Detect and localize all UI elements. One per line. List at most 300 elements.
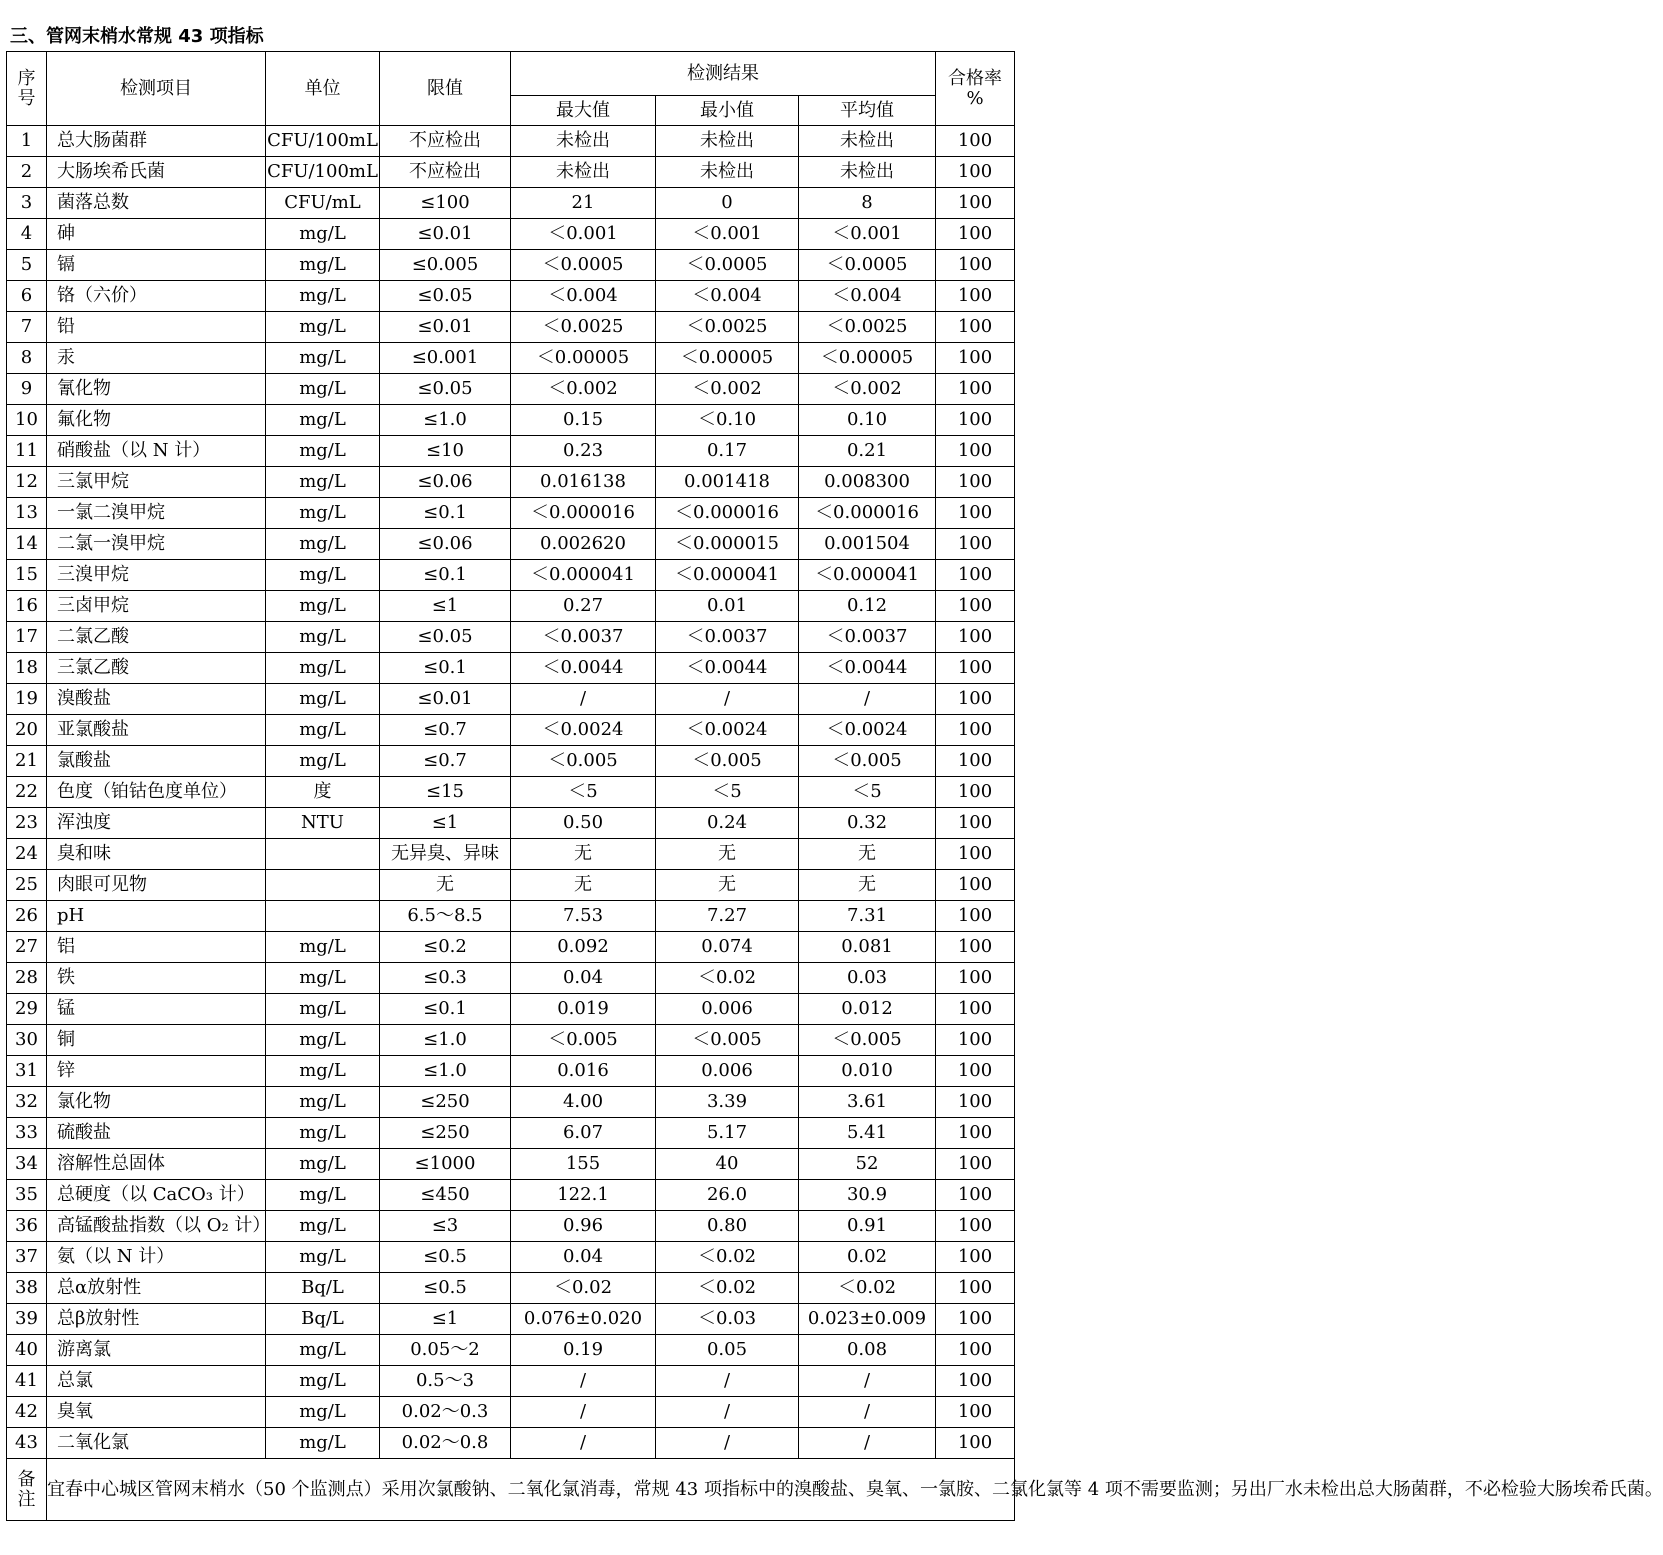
cell-unit: mg/L [266,467,380,498]
cell-pass-rate: 100 [936,560,1015,591]
cell-item-name: pH [47,901,266,932]
cell-max: ＜0.02 [511,1273,656,1304]
cell-avg: / [799,1397,936,1428]
cell-pass-rate: 100 [936,1397,1015,1428]
table-row [7,932,1015,963]
note-row [7,1459,1015,1521]
cell-min: 0.17 [656,436,799,467]
note-text: 宜春中心城区管网末梢水（50 个监测点）采用次氯酸钠、二氧化氯消毒，常规 43 项指标中的溴酸盐、臭氧、一氯胺、二氯化氯等 4 项不需要监测；另出厂水未检出总大肠菌群，不必检验大肠埃希氏菌。 [47,1459,1015,1521]
header-seq-label: 序号 [17,67,36,109]
cell-avg: 0.001504 [799,529,936,560]
cell-max: 0.04 [511,963,656,994]
cell-unit: mg/L [266,622,380,653]
cell-pass-rate: 100 [936,591,1015,622]
cell-no: 20 [7,715,47,746]
cell-item-name: 肉眼可见物 [47,870,266,901]
cell-limit: ≤1.0 [380,405,511,436]
table-row [7,1335,1015,1366]
cell-no: 9 [7,374,47,405]
cell-min: ＜0.000041 [656,560,799,591]
cell-avg: ＜0.00005 [799,343,936,374]
table-row [7,1087,1015,1118]
cell-avg: 未检出 [799,157,936,188]
table-row [7,684,1015,715]
cell-min: 0.001418 [656,467,799,498]
cell-limit: ≤0.001 [380,343,511,374]
cell-min: ＜0.0024 [656,715,799,746]
cell-limit: ≤0.7 [380,746,511,777]
table-row [7,901,1015,932]
cell-avg: ＜0.0037 [799,622,936,653]
table-row [7,715,1015,746]
cell-limit: 不应检出 [380,157,511,188]
cell-avg: 0.081 [799,932,936,963]
cell-limit: ≤0.005 [380,250,511,281]
cell-pass-rate: 100 [936,405,1015,436]
cell-avg: ＜0.0025 [799,312,936,343]
cell-pass-rate: 100 [936,932,1015,963]
cell-item-name: 总α放射性 [47,1273,266,1304]
cell-max: 21 [511,188,656,219]
header-min: 最小值 [656,96,799,126]
cell-item-name: 铅 [47,312,266,343]
cell-max: 0.50 [511,808,656,839]
cell-max: ＜0.000041 [511,560,656,591]
cell-max: / [511,1428,656,1459]
cell-max: / [511,684,656,715]
cell-min: ＜0.000016 [656,498,799,529]
cell-min: 未检出 [656,157,799,188]
cell-avg: 0.12 [799,591,936,622]
cell-no: 19 [7,684,47,715]
cell-pass-rate: 100 [936,188,1015,219]
cell-max: 0.019 [511,994,656,1025]
cell-pass-rate: 100 [936,219,1015,250]
cell-item-name: 铁 [47,963,266,994]
table-row [7,126,1015,157]
cell-max: ＜0.00005 [511,343,656,374]
cell-unit: NTU [266,808,380,839]
table-row [7,870,1015,901]
cell-item-name: 菌落总数 [47,188,266,219]
cell-limit: ≤10 [380,436,511,467]
cell-pass-rate: 100 [936,312,1015,343]
cell-limit: ≤0.01 [380,219,511,250]
cell-limit: ≤1 [380,808,511,839]
cell-pass-rate: 100 [936,1118,1015,1149]
cell-unit: mg/L [266,684,380,715]
table-row [7,963,1015,994]
cell-min: 0 [656,188,799,219]
table-row [7,188,1015,219]
cell-pass-rate: 100 [936,281,1015,312]
cell-unit: mg/L [266,1149,380,1180]
cell-item-name: 溶解性总固体 [47,1149,266,1180]
cell-unit: mg/L [266,281,380,312]
cell-no: 32 [7,1087,47,1118]
cell-avg: ＜0.004 [799,281,936,312]
cell-min: 26.0 [656,1180,799,1211]
cell-pass-rate: 100 [936,1366,1015,1397]
cell-unit: mg/L [266,1025,380,1056]
cell-no: 12 [7,467,47,498]
cell-item-name: 浑浊度 [47,808,266,839]
cell-avg: ＜0.005 [799,746,936,777]
cell-unit: mg/L [266,405,380,436]
cell-item-name: 铜 [47,1025,266,1056]
table-row [7,1304,1015,1335]
cell-limit: 不应检出 [380,126,511,157]
cell-unit: mg/L [266,1118,380,1149]
cell-unit: mg/L [266,746,380,777]
cell-avg: ＜0.02 [799,1273,936,1304]
cell-pass-rate: 100 [936,994,1015,1025]
cell-limit: ≤15 [380,777,511,808]
cell-pass-rate: 100 [936,870,1015,901]
cell-no: 37 [7,1242,47,1273]
cell-no: 17 [7,622,47,653]
cell-limit: 0.02～0.8 [380,1428,511,1459]
table-row [7,467,1015,498]
cell-min: 无 [656,870,799,901]
cell-pass-rate: 100 [936,1056,1015,1087]
cell-unit: Bq/L [266,1273,380,1304]
table-row [7,808,1015,839]
cell-avg: 0.21 [799,436,936,467]
cell-max: / [511,1397,656,1428]
cell-min: 0.05 [656,1335,799,1366]
table-row [7,436,1015,467]
cell-limit: 0.02～0.3 [380,1397,511,1428]
cell-max: ＜0.0037 [511,622,656,653]
cell-limit: ≤100 [380,188,511,219]
table-row [7,1118,1015,1149]
cell-unit: mg/L [266,1335,380,1366]
cell-item-name: 镉 [47,250,266,281]
cell-limit: ≤0.06 [380,529,511,560]
cell-pass-rate: 100 [936,498,1015,529]
cell-unit: mg/L [266,219,380,250]
cell-avg: 8 [799,188,936,219]
cell-pass-rate: 100 [936,1149,1015,1180]
cell-limit: 无 [380,870,511,901]
cell-no: 23 [7,808,47,839]
cell-item-name: 锰 [47,994,266,1025]
cell-limit: ≤0.1 [380,498,511,529]
cell-limit: ≤0.05 [380,281,511,312]
cell-avg: 30.9 [799,1180,936,1211]
cell-min: / [656,1366,799,1397]
cell-min: ＜0.02 [656,963,799,994]
cell-max: 未检出 [511,126,656,157]
cell-avg: / [799,1366,936,1397]
cell-no: 29 [7,994,47,1025]
cell-unit: mg/L [266,963,380,994]
cell-item-name: 二氧化氯 [47,1428,266,1459]
cell-unit: CFU/100mL [266,157,380,188]
cell-unit: mg/L [266,653,380,684]
cell-pass-rate: 100 [936,777,1015,808]
cell-unit [266,839,380,870]
cell-min: 0.80 [656,1211,799,1242]
cell-avg: / [799,684,936,715]
cell-min: ＜0.0025 [656,312,799,343]
cell-no: 14 [7,529,47,560]
cell-limit: ≤450 [380,1180,511,1211]
cell-pass-rate: 100 [936,684,1015,715]
cell-pass-rate: 100 [936,467,1015,498]
cell-min: ＜0.005 [656,746,799,777]
cell-max: ＜0.004 [511,281,656,312]
cell-pass-rate: 100 [936,1273,1015,1304]
table-row [7,1149,1015,1180]
cell-min: 7.27 [656,901,799,932]
header-pass-rate [936,52,1015,126]
cell-avg: 无 [799,839,936,870]
cell-item-name: 总大肠菌群 [47,126,266,157]
cell-no: 4 [7,219,47,250]
header-item: 检测项目 [47,52,266,126]
cell-unit: mg/L [266,374,380,405]
cell-unit: mg/L [266,715,380,746]
cell-min: ＜0.000015 [656,529,799,560]
cell-pass-rate: 100 [936,808,1015,839]
cell-pass-rate: 100 [936,1025,1015,1056]
cell-unit: CFU/mL [266,188,380,219]
cell-no: 31 [7,1056,47,1087]
header-unit: 单位 [266,52,380,126]
cell-no: 36 [7,1211,47,1242]
cell-avg: ＜0.001 [799,219,936,250]
header-seq [7,52,47,126]
cell-limit: ≤1 [380,1304,511,1335]
cell-pass-rate: 100 [936,343,1015,374]
cell-avg: 0.32 [799,808,936,839]
cell-item-name: 一氯二溴甲烷 [47,498,266,529]
cell-min: 0.01 [656,591,799,622]
cell-pass-rate: 100 [936,901,1015,932]
cell-no: 24 [7,839,47,870]
cell-item-name: 氨（以 N 计） [47,1242,266,1273]
cell-min: 0.074 [656,932,799,963]
cell-avg: 0.023±0.009 [799,1304,936,1335]
cell-item-name: 硝酸盐（以 N 计） [47,436,266,467]
table-row [7,994,1015,1025]
cell-item-name: 高锰酸盐指数（以 O₂ 计） [47,1211,266,1242]
header-limit: 限值 [380,52,511,126]
cell-min: ＜0.02 [656,1242,799,1273]
cell-limit: ≤0.05 [380,622,511,653]
cell-avg: 无 [799,870,936,901]
cell-avg: 0.03 [799,963,936,994]
cell-max: 122.1 [511,1180,656,1211]
cell-pass-rate: 100 [936,1304,1015,1335]
cell-limit: ≤0.7 [380,715,511,746]
cell-limit: ≤250 [380,1087,511,1118]
cell-unit: mg/L [266,591,380,622]
cell-avg: 0.10 [799,405,936,436]
cell-item-name: 氟化物 [47,405,266,436]
table-row [7,281,1015,312]
cell-avg: 3.61 [799,1087,936,1118]
cell-max: 0.04 [511,1242,656,1273]
cell-no: 27 [7,932,47,963]
cell-max: 0.27 [511,591,656,622]
cell-max: 未检出 [511,157,656,188]
cell-max: 0.002620 [511,529,656,560]
cell-item-name: 色度（铂钴色度单位） [47,777,266,808]
cell-min: ＜0.03 [656,1304,799,1335]
cell-limit: ≤0.05 [380,374,511,405]
cell-limit: ≤3 [380,1211,511,1242]
cell-no: 18 [7,653,47,684]
cell-max: ＜0.001 [511,219,656,250]
cell-item-name: 二氯一溴甲烷 [47,529,266,560]
cell-min: ＜0.10 [656,405,799,436]
cell-min: ＜0.0044 [656,653,799,684]
cell-min: 0.006 [656,994,799,1025]
table-row [7,1025,1015,1056]
cell-unit: mg/L [266,1087,380,1118]
cell-max: ＜0.000016 [511,498,656,529]
cell-avg: ＜0.000041 [799,560,936,591]
cell-pass-rate: 100 [936,1335,1015,1366]
cell-max: 无 [511,839,656,870]
cell-item-name: 砷 [47,219,266,250]
table-row [7,312,1015,343]
cell-pass-rate: 100 [936,653,1015,684]
cell-unit: mg/L [266,1242,380,1273]
cell-limit: ≤0.3 [380,963,511,994]
cell-unit: mg/L [266,529,380,560]
cell-max: 0.016 [511,1056,656,1087]
cell-pass-rate: 100 [936,746,1015,777]
cell-unit: mg/L [266,994,380,1025]
cell-limit: 0.05～2 [380,1335,511,1366]
cell-item-name: 总β放射性 [47,1304,266,1335]
cell-unit: mg/L [266,498,380,529]
cell-pass-rate: 100 [936,374,1015,405]
cell-max: 155 [511,1149,656,1180]
cell-max: ＜0.0005 [511,250,656,281]
cell-item-name: 氯化物 [47,1087,266,1118]
table-row [7,498,1015,529]
cell-max: 0.076±0.020 [511,1304,656,1335]
cell-limit: 0.5～3 [380,1366,511,1397]
cell-no: 5 [7,250,47,281]
cell-min: 5.17 [656,1118,799,1149]
table-row [7,777,1015,808]
cell-no: 38 [7,1273,47,1304]
cell-pass-rate: 100 [936,436,1015,467]
cell-limit: ≤1.0 [380,1025,511,1056]
cell-avg: ＜0.000016 [799,498,936,529]
cell-max: 0.092 [511,932,656,963]
cell-item-name: 硫酸盐 [47,1118,266,1149]
cell-item-name: 铝 [47,932,266,963]
header-result: 检测结果 [511,52,936,96]
note-label: 备注 [7,1459,47,1521]
cell-min: 无 [656,839,799,870]
cell-pass-rate: 100 [936,157,1015,188]
cell-max: 0.23 [511,436,656,467]
cell-avg: 0.02 [799,1242,936,1273]
cell-no: 13 [7,498,47,529]
cell-avg: ＜0.005 [799,1025,936,1056]
cell-no: 22 [7,777,47,808]
table-row [7,1242,1015,1273]
cell-max: 6.07 [511,1118,656,1149]
cell-limit: 6.5～8.5 [380,901,511,932]
cell-max: ＜5 [511,777,656,808]
cell-avg: ＜0.002 [799,374,936,405]
cell-item-name: 总硬度（以 CaCO₃ 计） [47,1180,266,1211]
cell-min: / [656,684,799,715]
cell-max: / [511,1366,656,1397]
cell-pass-rate: 100 [936,1428,1015,1459]
cell-no: 35 [7,1180,47,1211]
cell-unit: 度 [266,777,380,808]
cell-pass-rate: 100 [936,1087,1015,1118]
cell-limit: ≤1 [380,591,511,622]
cell-max: ＜0.002 [511,374,656,405]
cell-unit: mg/L [266,1211,380,1242]
cell-no: 8 [7,343,47,374]
cell-item-name: 氰化物 [47,374,266,405]
cell-min: ＜0.0005 [656,250,799,281]
cell-pass-rate: 100 [936,250,1015,281]
cell-limit: ≤0.2 [380,932,511,963]
water-quality-table [6,51,1663,1521]
cell-no: 1 [7,126,47,157]
cell-item-name: 三氯乙酸 [47,653,266,684]
cell-unit: mg/L [266,1397,380,1428]
cell-no: 42 [7,1397,47,1428]
table-row [7,1428,1015,1459]
table-row [7,653,1015,684]
cell-avg: 5.41 [799,1118,936,1149]
cell-no: 2 [7,157,47,188]
cell-limit: ≤0.1 [380,560,511,591]
cell-pass-rate: 100 [936,622,1015,653]
cell-avg: ＜0.0024 [799,715,936,746]
cell-max: ＜0.0044 [511,653,656,684]
cell-min: ＜0.002 [656,374,799,405]
cell-unit: mg/L [266,1428,380,1459]
cell-min: ＜0.0037 [656,622,799,653]
table-row [7,1397,1015,1428]
cell-unit: mg/L [266,250,380,281]
cell-max: ＜0.005 [511,1025,656,1056]
cell-unit [266,870,380,901]
cell-min: ＜0.02 [656,1273,799,1304]
cell-unit: Bq/L [266,1304,380,1335]
cell-item-name: 锌 [47,1056,266,1087]
cell-limit: ≤1000 [380,1149,511,1180]
cell-min: 3.39 [656,1087,799,1118]
cell-item-name: 总氯 [47,1366,266,1397]
header-max: 最大值 [511,96,656,126]
cell-item-name: 汞 [47,343,266,374]
section-title: 三、管网末梢水常规 43 项指标 [10,26,264,47]
cell-avg: 52 [799,1149,936,1180]
cell-no: 11 [7,436,47,467]
cell-pass-rate: 100 [936,839,1015,870]
table-row [7,591,1015,622]
cell-avg: ＜0.0044 [799,653,936,684]
cell-limit: ≤0.01 [380,312,511,343]
cell-limit: ≤250 [380,1118,511,1149]
